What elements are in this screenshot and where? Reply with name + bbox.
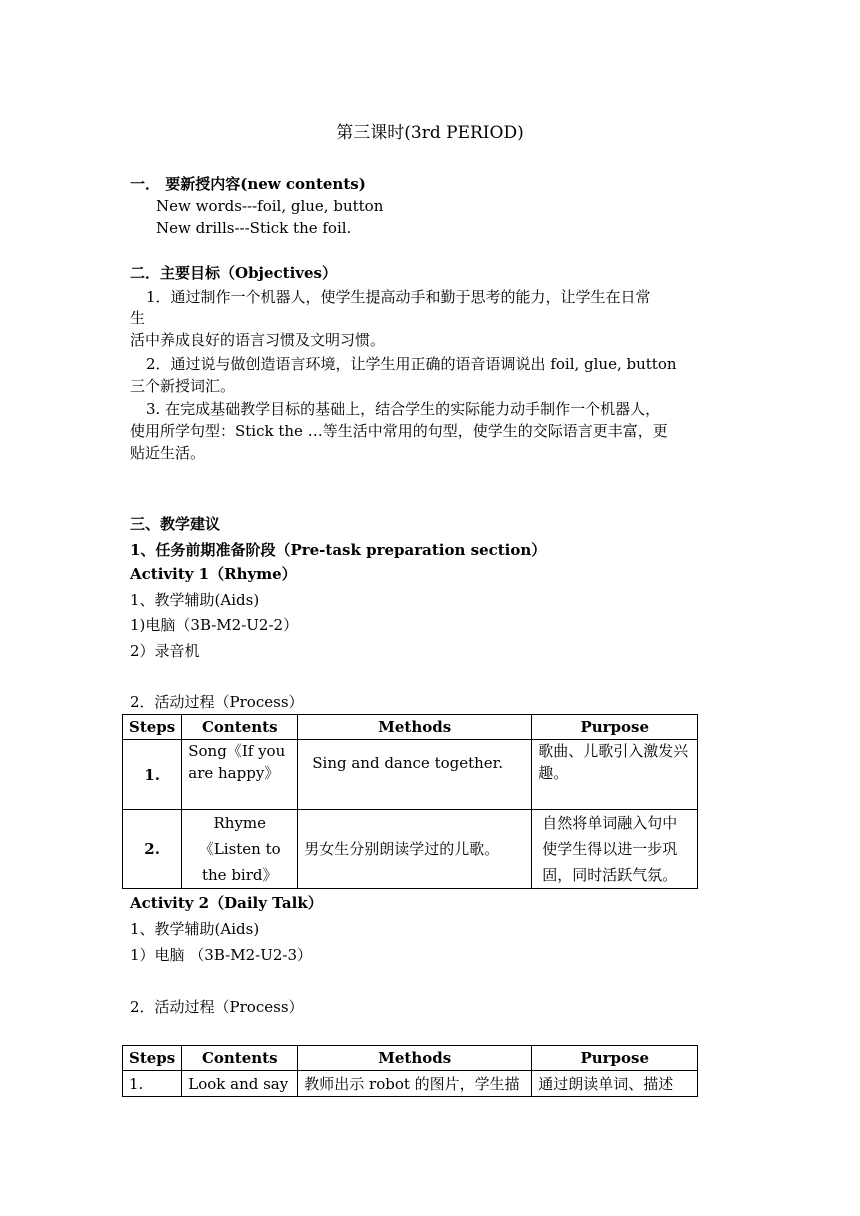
cell-contents: Look and say [182,1071,298,1097]
cell-contents: Song《If you are happy》 [182,740,298,810]
header-contents: Contents [182,1046,298,1071]
page-title: 第三课时(3rd PERIOD) [336,123,524,143]
activity2-title: Activity 2（Daily Talk） [130,894,323,912]
activity1-process: 2．活动过程（Process） [130,693,304,711]
objective-3-line1: 3. 在完成基础教学目标的基础上，结合学生的实际能力动手制作一个机器人， [146,400,661,418]
cell-purpose: 歌曲、儿歌引入激发兴趣。 [532,740,698,810]
table-header-row [123,715,698,740]
objective-2-line1: 2．通过说与做创造语言环境，让学生用正确的语音语调说出 foil, glue, button [146,355,677,373]
objective-1-line3: 活中养成良好的语言习惯及文明习惯。 [130,331,386,349]
activity1-table [122,714,698,889]
header-steps: Steps [123,1046,182,1071]
header-contents: Contents [182,715,298,740]
activity2-aid1: 1）电脑 （3B-M2-U2-3） [130,946,312,964]
objective-3-line2: 使用所学句型：Stick the …等生活中常用的句型，使学生的交际语言更丰富，更 [130,422,668,440]
activity2-process: 2．活动过程（Process） [130,998,304,1016]
section3-heading: 三、教学建议 [130,515,221,533]
cell-methods: Sing and dance together. [298,740,532,810]
new-drills: New drills---Stick the foil. [156,219,352,237]
new-words: New words---foil, glue, button [156,197,384,215]
stage-heading: 1、任务前期准备阶段（Pre-task preparation section） [130,541,547,559]
activity1-aids: 1、教学辅助(Aids) [130,591,260,609]
cell-methods: 教师出示 robot 的图片，学生描 [298,1071,532,1097]
table-row [123,810,698,889]
cell-purpose: 通过朗读单词、描述 [532,1071,698,1097]
header-purpose: Purpose [532,715,698,740]
activity1-title: Activity 1（Rhyme） [130,565,297,583]
activity1-aid1: 1)电脑（3B-M2-U2-2） [130,616,299,634]
cell-step: 2. [123,810,182,889]
header-purpose: Purpose [532,1046,698,1071]
objective-1-line1: 1．通过制作一个机器人，使学生提高动手和勤于思考的能力，让学生在日常 [146,288,651,306]
objective-1-line2: 生 [130,309,146,327]
objective-3-line3: 贴近生活。 [130,444,206,462]
activity2-aids: 1、教学辅助(Aids) [130,920,260,938]
activity2-table [122,1045,698,1097]
section2-heading: 二．主要目标（Objectives） [130,264,337,282]
cell-methods: 男女生分别朗读学过的儿歌。 [298,810,532,889]
cell-step: 1. [123,740,182,810]
header-steps: Steps [123,715,182,740]
activity1-aid2: 2）录音机 [130,642,200,660]
cell-purpose: 自然将单词融入句中使学生得以进一步巩固，同时活跃气氛。 [532,810,698,889]
cell-step: 1. [123,1071,182,1097]
table-row [123,740,698,810]
header-methods: Methods [298,1046,532,1071]
header-methods: Methods [298,715,532,740]
table-header-row [123,1046,698,1071]
table-row [123,1071,698,1097]
section1-heading: 一． 要新授内容(new contents) [130,175,366,193]
objective-2-line2: 三个新授词汇。 [130,377,236,395]
cell-contents: Rhyme 《Listen to the bird》 [182,810,298,889]
